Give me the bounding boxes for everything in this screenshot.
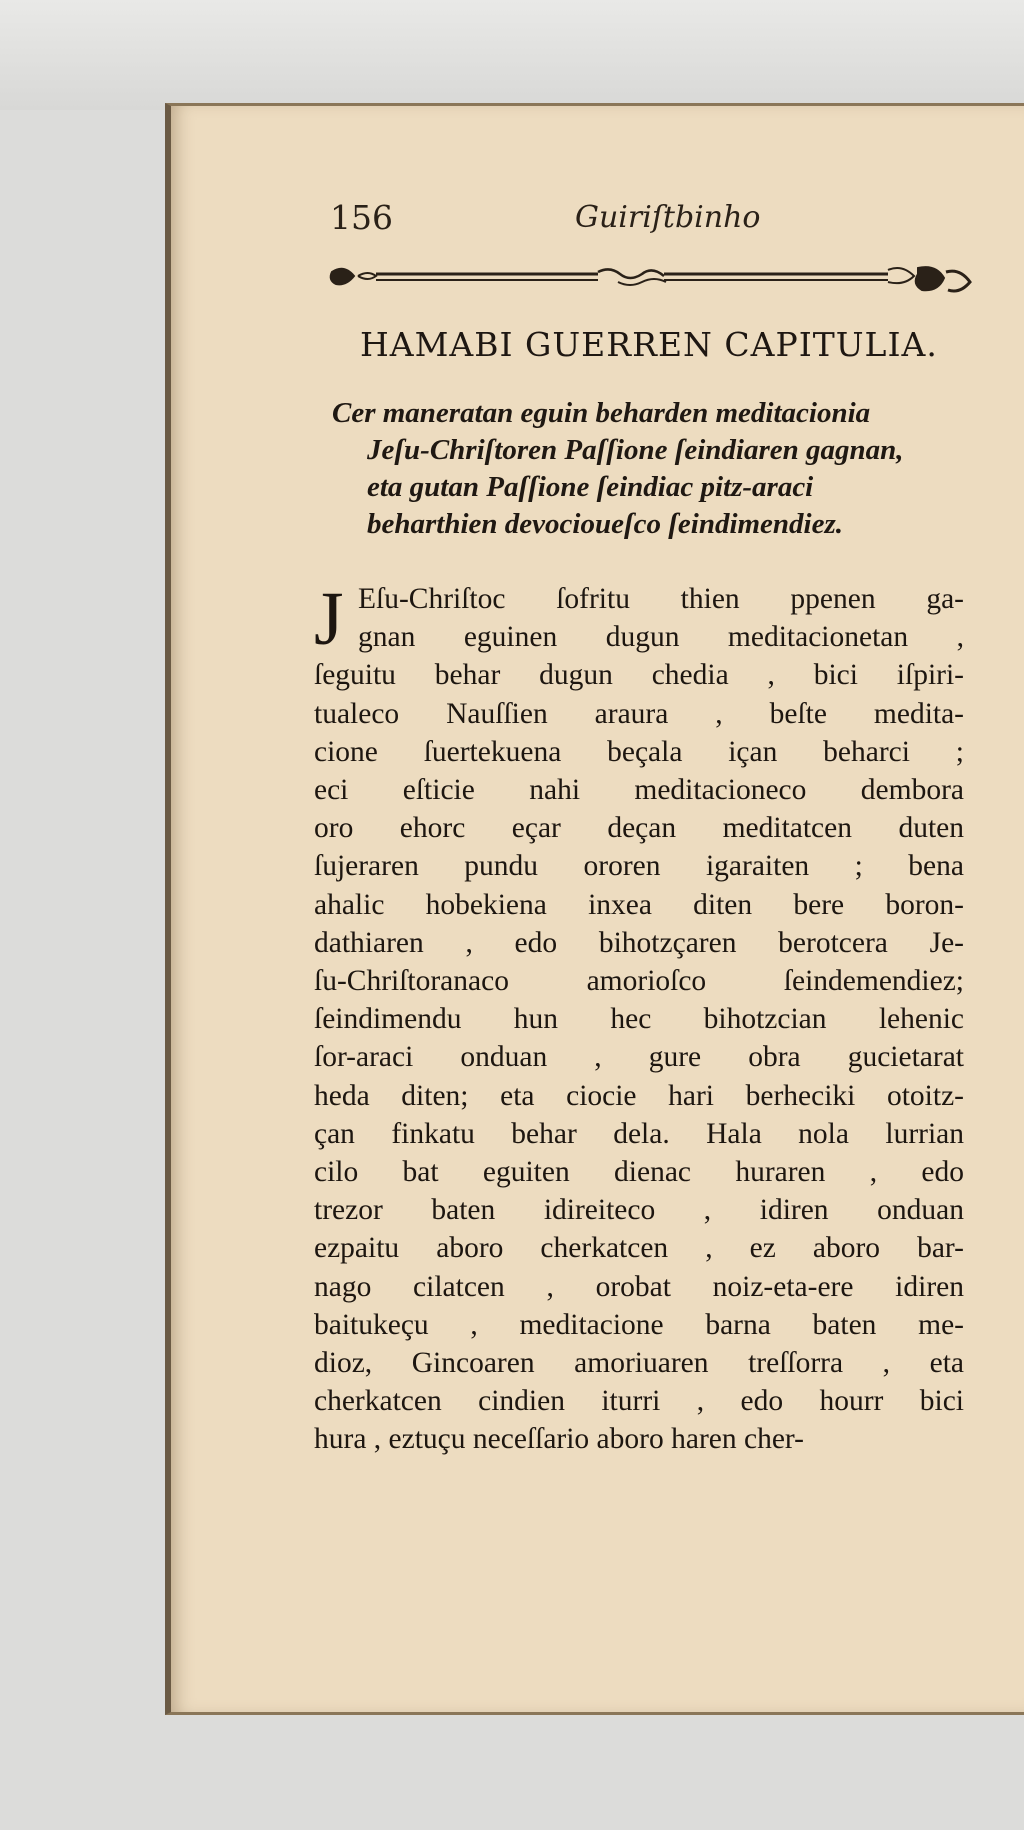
- body-line: cherkatcen cindien iturri , edo hourr bici: [314, 1385, 964, 1418]
- body-line: dathiaren , edo bihotzçaren berotcera Je-: [314, 926, 964, 959]
- summary-line: beharthien devocioueſco ſeindimendiez.: [367, 508, 844, 540]
- body-line: cilo bat eguiten dienac huraren , edo: [314, 1156, 964, 1189]
- drop-cap: J: [314, 577, 344, 661]
- page-header: [330, 198, 970, 248]
- running-head: Guiriſtbinho: [575, 200, 761, 235]
- body-line: heda diten; eta ciocie hari berheciki otoitz-: [314, 1079, 964, 1112]
- body-text: [314, 577, 964, 1459]
- body-line: ſu-Chriſtoranaco amorioſco ſeindemendiez;: [314, 965, 964, 998]
- body-line: tualeco Nauſſien araura , beſte medita-: [314, 697, 964, 730]
- body-line: ſeindimendu hun hec bihotzcian lehenic: [314, 1003, 964, 1036]
- chapter-title: HAMABI GUERREN CAPITULIA.: [360, 325, 938, 364]
- body-line: baitukeçu , meditacione barna baten me-: [314, 1308, 964, 1341]
- body-line: hura , eztuçu neceſſario aboro haren cher-: [314, 1423, 804, 1456]
- body-line: gnan eguinen dugun meditacionetan ,: [358, 621, 964, 654]
- body-line: eci eſticie nahi meditacioneco dembora: [314, 774, 964, 807]
- summary-line: Jeſu-Chriſtoren Paſſione ſeindiaren gagnan,: [367, 434, 904, 466]
- body-line: ſujeraren pundu ororen igaraiten ; bena: [314, 850, 964, 883]
- summary-line: eta gutan Paſſione ſeindiac pitz-araci: [367, 471, 814, 503]
- chapter-summary: [332, 395, 972, 543]
- body-line: ezpaitu aboro cherkatcen , ez aboro bar-: [314, 1232, 964, 1265]
- scan-background: [0, 0, 1024, 110]
- body-line: trezor baten idireiteco , idiren onduan: [314, 1194, 964, 1227]
- body-line: ſeguitu behar dugun chedia , bici iſpiri-: [314, 659, 964, 692]
- body-line: ſor-araci onduan , gure obra gucietarat: [314, 1041, 964, 1074]
- body-line: ahalic hobekiena inxea diten bere boron-: [314, 888, 964, 921]
- body-line: çan finkatu behar dela. Hala nola lurrian: [314, 1117, 964, 1150]
- body-line: oro ehorc eçar deçan meditatcen duten: [314, 812, 964, 845]
- page-number: 156: [330, 198, 393, 237]
- summary-line: Cer maneratan eguin beharden meditacionia: [332, 397, 871, 429]
- body-line: Eſu-Chriſtoc ſofritu thien ppenen ga-: [358, 583, 964, 615]
- body-line: dioz, Gincoaren amoriuaren treſſorra , eta: [314, 1347, 964, 1380]
- decorative-headband-icon: [328, 262, 974, 302]
- body-line: cione ſuertekuena beçala içan beharci ;: [314, 735, 964, 768]
- body-line: nago cilatcen , orobat noiz-eta-ere idiren: [314, 1270, 964, 1303]
